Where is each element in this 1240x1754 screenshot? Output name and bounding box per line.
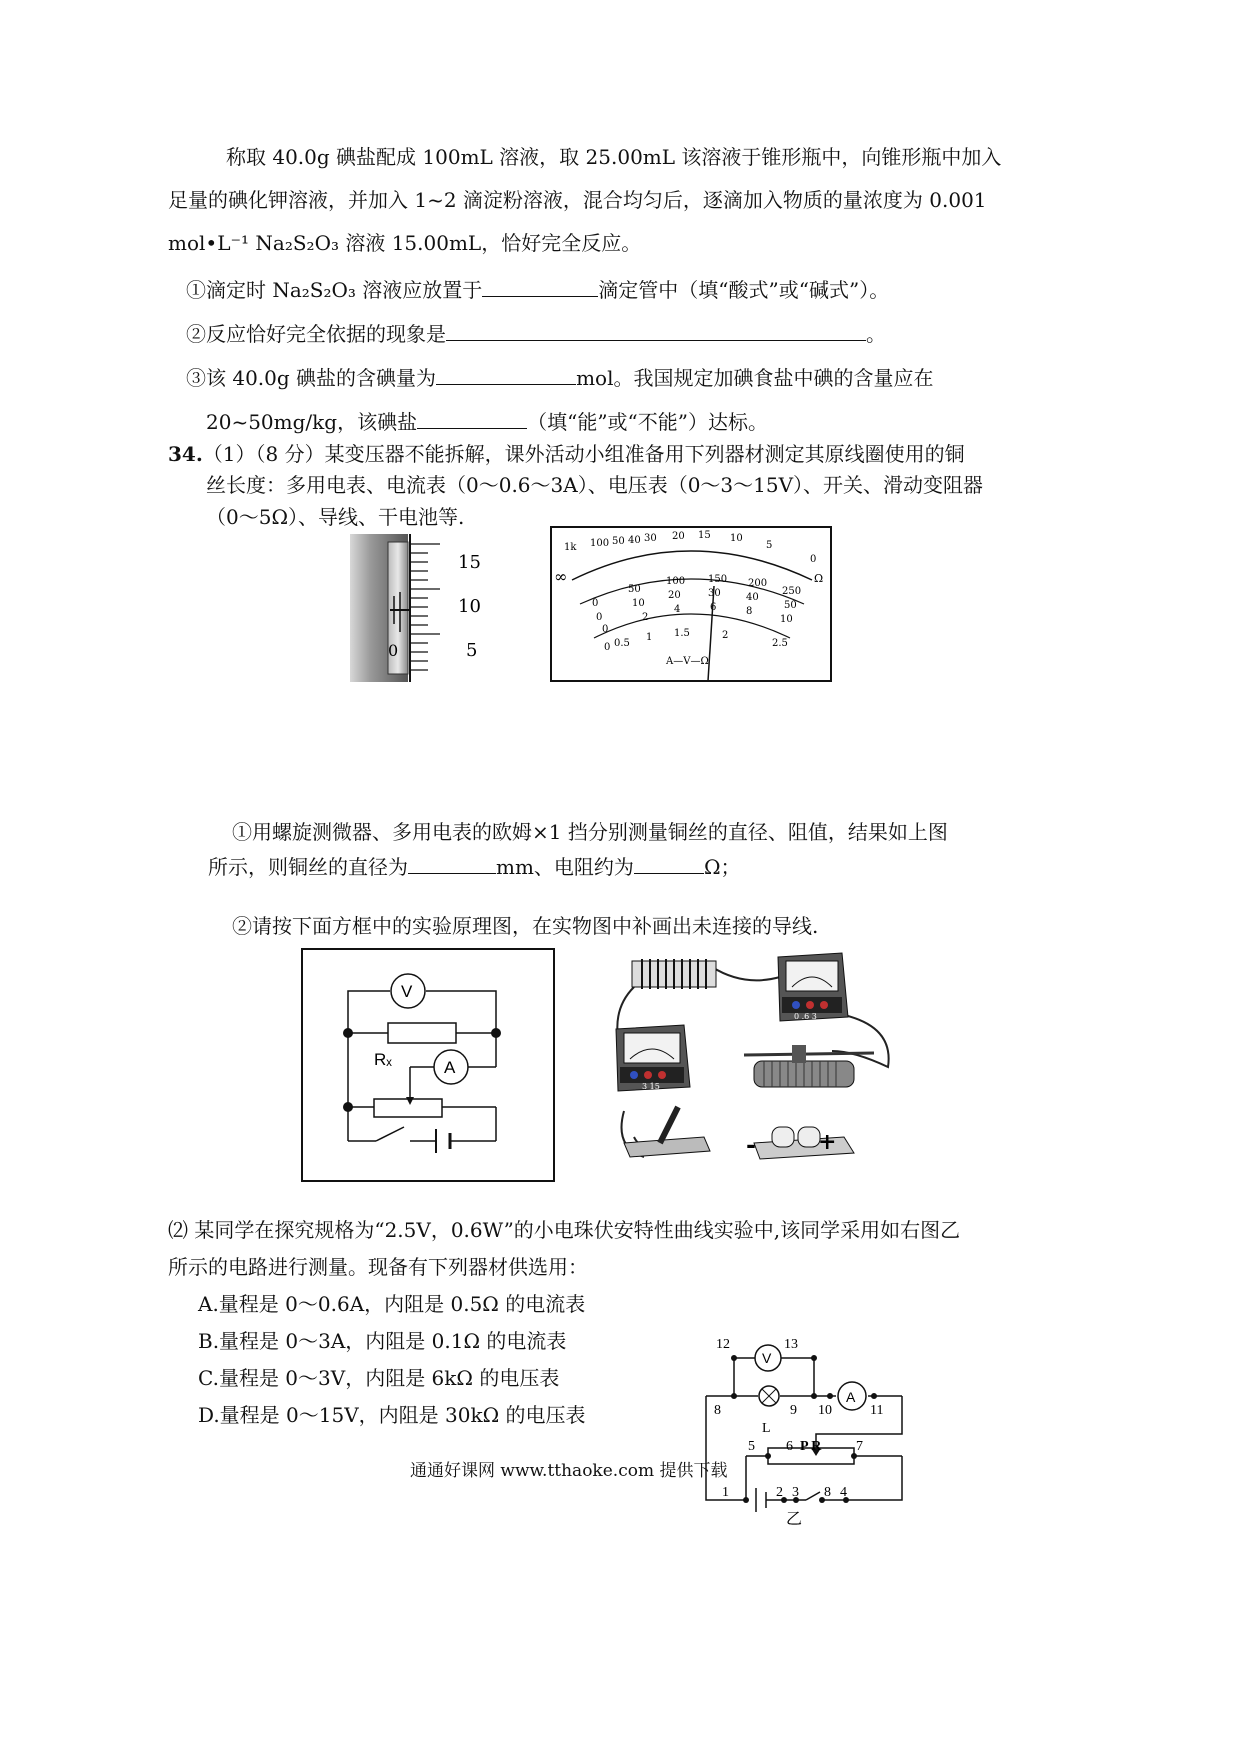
wire-coil-ammeter xyxy=(712,967,780,980)
node-9: 9 xyxy=(790,1403,797,1418)
micrometer-tick-5: 5 xyxy=(466,640,478,661)
node-1: 1 xyxy=(722,1485,729,1500)
resistance-answer-blank[interactable] xyxy=(634,851,704,874)
dc-left-0: 0 xyxy=(592,598,599,609)
ammeter-label: A xyxy=(444,1058,456,1077)
micrometer-zero: 0 xyxy=(388,641,399,660)
ohm-label-40: 40 xyxy=(628,535,641,546)
ohm-label-5: 5 xyxy=(766,540,773,551)
node-5: 5 xyxy=(748,1439,755,1454)
sub1-text-d: Ω； xyxy=(703,855,741,879)
chem-question-2 xyxy=(186,318,886,348)
infinity-symbol: ∞ xyxy=(554,567,568,586)
q34-intro-2: 丝长度：多用电表、电流表（0～0.6～3A）、电压表（0～3～15V）、开关、滑动变阻器 xyxy=(206,473,984,497)
dc-right-0: 0 xyxy=(596,612,603,623)
node-12: 12 xyxy=(716,1337,730,1352)
circuit-voltmeter-label: V xyxy=(762,1350,772,1366)
physical-apparatus-figure xyxy=(604,947,894,1161)
diameter-answer-blank[interactable] xyxy=(408,851,496,874)
dc-left-50: 50 xyxy=(628,584,641,595)
node-3: 3 xyxy=(792,1485,799,1500)
knife-switch xyxy=(624,1107,710,1157)
micrometer-thimble-scale xyxy=(410,534,442,682)
q34-intro-1: （1）（8 分）某变压器不能拆解，课外活动小组准备用下列器材测定其原线圈使用的铜 xyxy=(202,442,965,466)
transformer-coil xyxy=(632,959,716,989)
bulb-label: L xyxy=(762,1421,771,1436)
q34-sub1-line-2 xyxy=(208,851,741,881)
node-7: 7 xyxy=(856,1439,863,1454)
circuit-diagram-yi xyxy=(696,1328,918,1528)
q34-part2-line-1: ⑵ 某同学在探究规格为“2.5V，0.6W”的小电珠伏安特性曲线实验中,该同学采用如右图乙 xyxy=(168,1218,961,1242)
dc-left-250: 250 xyxy=(782,586,802,597)
low-10: 10 xyxy=(780,614,793,625)
dc-right-10: 10 xyxy=(632,598,645,609)
q34-sub2: ②请按下面方框中的实验原理图，在实物图中补画出未连接的导线. xyxy=(232,914,819,938)
node-8-switch: 8 xyxy=(824,1485,831,1500)
node-6: 6 xyxy=(786,1439,793,1454)
q3-answer-blank-1[interactable] xyxy=(436,362,576,385)
q2-text-before: ②反应恰好完全依据的现象是 xyxy=(186,322,446,346)
ohm-label-1k: 1k xyxy=(564,542,577,553)
ohm-label-30: 30 xyxy=(644,533,657,544)
wire-ammeter-rheostat xyxy=(832,1015,889,1067)
q3-text-c: 20~50mg/kg，该碘盐 xyxy=(206,410,418,434)
dc-right-20: 20 xyxy=(668,590,681,601)
voltmeter-device xyxy=(616,1025,690,1091)
dry-cell-battery xyxy=(754,1127,854,1159)
ac-2.5: 2.5 xyxy=(772,638,788,649)
micrometer-figure xyxy=(348,532,508,684)
q34-sub1-line-1: ①用螺旋测微器、多用电表的欧姆×1 挡分别测量铜丝的直径、阻值，结果如上图 xyxy=(232,820,948,844)
chem-paragraph-line-1: 称取 40.0g 碘盐配成 100mL 溶液，取 25.00mL 该溶液于锥形瓶中，向锥形瓶中加入 xyxy=(226,145,1002,169)
battery-plus-sign: + xyxy=(818,1129,837,1155)
chem-question-1 xyxy=(186,274,889,304)
chem-question-3-cont xyxy=(206,406,768,436)
option-b: B.量程是 0～3A，内阻是 0.1Ω 的电流表 xyxy=(198,1329,567,1353)
ac-2: 2 xyxy=(722,630,729,641)
q3-text-d: （填“能”或“不能”）达标。 xyxy=(527,410,768,434)
voltmeter-label: V xyxy=(401,982,413,1001)
dc-right-40: 40 xyxy=(746,592,759,603)
circuit-caption: 乙 xyxy=(786,1509,803,1528)
dc-right-50: 50 xyxy=(784,600,797,611)
omega-symbol: Ω xyxy=(814,572,824,585)
q2-answer-blank[interactable] xyxy=(446,318,866,341)
q34-line-1 xyxy=(168,440,965,468)
ac-1: 1 xyxy=(646,632,653,643)
sub1-text-b: 所示，则铜丝的直径为 xyxy=(208,855,408,879)
q34-part2-line-2: 所示的电路进行测量。现备有下列器材供选用： xyxy=(168,1255,588,1279)
q3-text-before: ③该 40.0g 碘盐的含碘量为 xyxy=(186,366,437,390)
voltmeter-terminal-labels: 3 15 xyxy=(642,1082,660,1091)
ohm-label-10: 10 xyxy=(730,533,743,544)
rheostat-device xyxy=(744,1045,874,1087)
node-13: 13 xyxy=(784,1337,798,1352)
low-2: 2 xyxy=(642,612,649,623)
page-footer: 通通好课网 www.tthaoke.com 提供下载 xyxy=(410,1461,728,1481)
q3-text-mid: mol。我国规定加碘食盐中碘的含量应在 xyxy=(576,366,934,390)
option-a: A.量程是 0～0.6A，内阻是 0.5Ω 的电流表 xyxy=(198,1292,586,1316)
dc-left-200: 200 xyxy=(748,578,768,589)
low-0: 0 xyxy=(602,624,609,635)
circuit-ammeter-label: A xyxy=(846,1389,856,1405)
battery-minus-sign: - xyxy=(746,1130,756,1159)
chem-paragraph-line-2: 足量的碘化钾溶液，并加入 1~2 滴淀粉溶液，混合均匀后，逐滴加入物质的量浓度为 0.001 xyxy=(168,188,987,212)
schematic-diagram xyxy=(300,947,556,1183)
dc-left-100: 100 xyxy=(666,576,686,587)
node-10: 10 xyxy=(818,1403,832,1418)
slider-label: P R xyxy=(800,1439,822,1454)
q3-answer-blank-2[interactable] xyxy=(417,406,527,429)
multimeter-dial-figure xyxy=(550,526,832,682)
low-8: 8 xyxy=(746,606,753,617)
micrometer-tick-15: 15 xyxy=(458,552,481,573)
ohm-label-100: 100 xyxy=(590,538,610,549)
chem-question-3 xyxy=(186,362,933,392)
ohm-label-20: 20 xyxy=(672,531,685,542)
sub1-text-c: mm、电阻约为 xyxy=(496,855,634,879)
ac-0: 0 xyxy=(604,642,611,653)
ammeter-device xyxy=(778,953,848,1021)
ammeter-terminal-labels: 0 .6 3 xyxy=(794,1012,817,1021)
q1-answer-blank[interactable] xyxy=(482,274,598,297)
ohm-label-50: 50 xyxy=(612,536,625,547)
chem-paragraph-line-3: mol•L⁻¹ Na₂S₂O₃ 溶液 15.00mL，恰好完全反应。 xyxy=(168,231,642,255)
node-2: 2 xyxy=(776,1485,783,1500)
ac-1.5: 1.5 xyxy=(674,628,690,639)
node-8: 8 xyxy=(714,1403,721,1418)
ac-0.5: 0.5 xyxy=(614,638,630,649)
node-11: 11 xyxy=(870,1403,884,1418)
rx-label: Rₓ xyxy=(374,1050,392,1069)
ohm-label-0: 0 xyxy=(810,554,817,565)
q2-text-after: 。 xyxy=(866,322,886,346)
q34-intro-3: （0～5Ω）、导线、干电池等. xyxy=(206,505,465,529)
option-c: C.量程是 0～3V，内阻是 6kΩ 的电压表 xyxy=(198,1366,560,1390)
ohm-label-15: 15 xyxy=(698,530,711,541)
node-4: 4 xyxy=(840,1485,847,1500)
option-d: D.量程是 0～15V，内阻是 30kΩ 的电压表 xyxy=(198,1403,586,1427)
low-6: 6 xyxy=(710,602,717,613)
multimeter-function-label: A—V—Ω xyxy=(666,656,709,667)
dc-left-150: 150 xyxy=(708,574,728,585)
low-4: 4 xyxy=(674,604,681,615)
q1-text-after: 滴定管中（填“酸式”或“碱式”）。 xyxy=(598,278,890,302)
q34-number: 34. xyxy=(168,442,203,466)
q1-text-before: ①滴定时 Na₂S₂O₃ 溶液应放置于 xyxy=(186,278,483,302)
dc-right-30: 30 xyxy=(708,588,721,599)
micrometer-tick-10: 10 xyxy=(458,596,481,617)
